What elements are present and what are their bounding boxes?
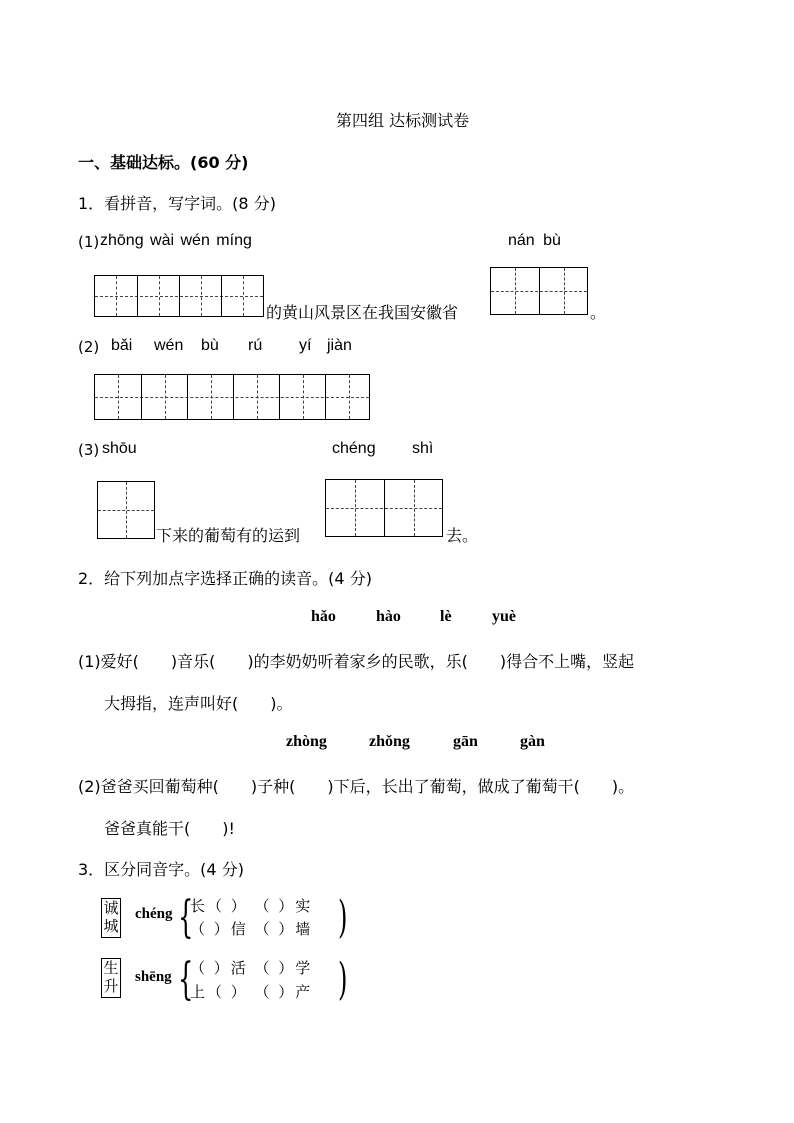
- pinyin-option: hào: [376, 608, 401, 625]
- homophone-pinyin: chéng: [135, 906, 173, 922]
- q2-sentence-2-line-1: (2)爸爸买回葡萄种( )子种( )下后，长出了葡萄，做成了葡萄干( )。: [78, 777, 635, 796]
- pinyin-option: zhòng: [286, 733, 327, 750]
- question-1-heading: 1．看拼音，写字词。(8 分): [78, 194, 276, 213]
- q1-part1-pinyin-a: zhōng wài wén míng: [100, 232, 252, 249]
- writing-grid[interactable]: [325, 479, 443, 537]
- pinyin-option: gàn: [520, 733, 545, 750]
- homophone-char: 升: [103, 977, 119, 995]
- pinyin-option: gān: [453, 733, 478, 750]
- pinyin-option: hǎo: [311, 608, 336, 625]
- pinyin-syllable: bù: [201, 337, 219, 354]
- pinyin-syllable: wén: [154, 337, 184, 354]
- q1-part3-label: (3): [78, 441, 100, 459]
- q1-part1-end: 。: [590, 303, 607, 322]
- right-brace-icon: ): [338, 892, 348, 943]
- q1-part1-pinyin-b: nán bù: [508, 232, 561, 249]
- pinyin-syllable: jiàn: [327, 337, 352, 354]
- homophone-char: 城: [103, 917, 119, 935]
- homophone-char: 生: [103, 959, 119, 977]
- writing-grid[interactable]: [490, 267, 588, 315]
- homophone-chars-box: [101, 898, 121, 938]
- writing-grid[interactable]: [94, 275, 264, 317]
- q1-part1-text: 的黄山风景区在我国安徽省: [266, 303, 459, 322]
- q2-sentence-1-line-2: 大拇指，连声叫好( )。: [104, 694, 293, 713]
- q1-part3-end: 去。: [446, 526, 479, 545]
- pinyin-syllable: chéng: [332, 440, 376, 457]
- pinyin-option: zhǒng: [369, 733, 410, 750]
- homophone-pinyin: shēng: [135, 969, 172, 985]
- q2-sentence-1-line-1: (1)爱好( )音乐( )的李奶奶听着家乡的民歌，乐( )得合不上嘴，竖起: [78, 652, 635, 671]
- q1-part2-label: (2): [78, 338, 100, 356]
- q1-part3-text: 下来的葡萄有的运到: [156, 526, 301, 545]
- homophone-chars-box: [101, 958, 121, 998]
- writing-grid[interactable]: [97, 481, 155, 539]
- section-heading: 一、基础达标。(60 分): [78, 153, 249, 172]
- pinyin-syllable: yí: [299, 337, 312, 354]
- writing-grid[interactable]: [94, 374, 370, 420]
- q1-part1-label: (1): [78, 233, 100, 251]
- homophone-row: （ ）信 （ ）墙: [190, 920, 313, 938]
- homophone-row: 上（ ） （ ）产: [190, 983, 313, 1001]
- right-brace-icon: ): [338, 954, 348, 1005]
- question-2-heading: 2．给下列加点字选择正确的读音。(4 分): [78, 569, 372, 588]
- pinyin-syllable: bǎi: [111, 337, 133, 354]
- left-brace-icon: {: [178, 954, 194, 1005]
- homophone-char: 诚: [103, 899, 119, 917]
- left-brace-icon: {: [178, 892, 194, 943]
- q2-sentence-2-line-2: 爸爸真能干( )!: [104, 819, 235, 838]
- page-title: 第四组 达标测试卷: [336, 111, 470, 130]
- pinyin-syllable: shōu: [102, 440, 137, 457]
- pinyin-syllable: rú: [248, 337, 263, 354]
- pinyin-option: yuè: [492, 608, 516, 625]
- homophone-row: 长（ ） （ ）实: [190, 897, 313, 915]
- pinyin-syllable: shì: [412, 440, 434, 457]
- question-3-heading: 3．区分同音字。(4 分): [78, 860, 244, 879]
- pinyin-option: lè: [440, 608, 452, 625]
- homophone-row: （ ）活 （ ）学: [190, 959, 313, 977]
